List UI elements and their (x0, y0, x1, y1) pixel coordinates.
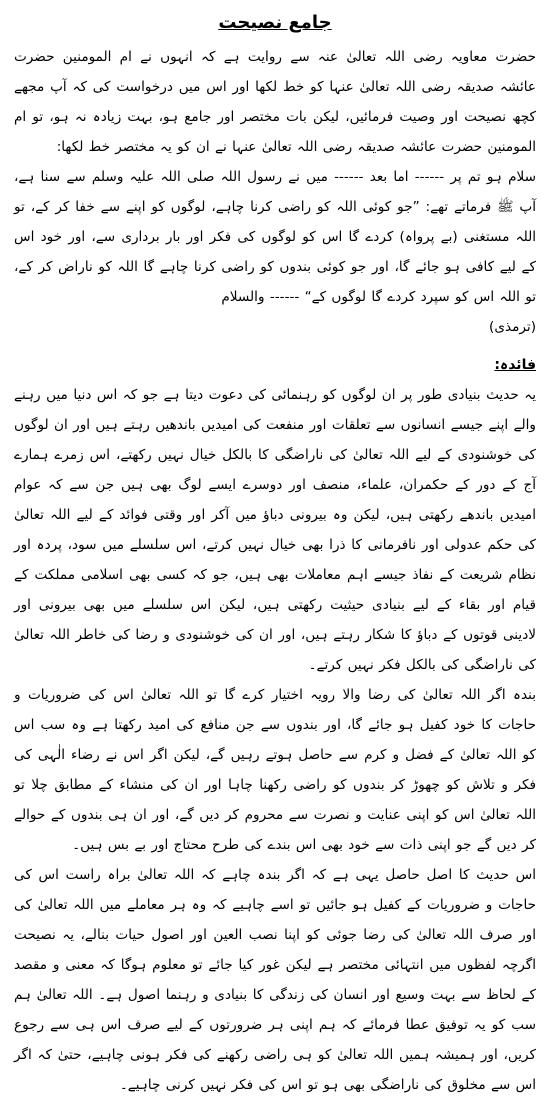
intro-paragraph: حضرت معاویہ رضی اللہ تعالیٰ عنہ سے روایت ہے کہ انہوں نے ام المومنین حضرت عائشہ صدیقہ رضی اللہ تعالیٰ عنہا کو خط لکھا اور اس میں درخواست کی کہ آپ مجھے کچھ نصیحت اور وصیت فرمائیں، لیکن بات مختصر اور جامع ہو، بہت زیادہ نہ ہو، تو ام المومنین حضرت عائشہ صدیقہ رضی اللہ تعالیٰ عنہا نے ان کو یہ مختصر خط لکھا: (14, 49, 536, 155)
benefit-paragraph-2: بندہ اگر اللہ تعالیٰ کی رضا والا رویہ اختیار کرے گا تو اللہ تعالیٰ اس کی ضروریات و حاجات کا خود کفیل ہو جائے گا، اور بندوں سے جن منافع کی امید رکھتا ہے وہ سب اس کو اللہ تعالیٰ کے فضل و کرم سے حاصل ہوتے رہیں گے، لیکن اگر اس نے رضاء الٰہی کی فکر و تلاش کو چھوڑ کر بندوں کو راضی رکھنا چاہا اور ان کی منشاء کے مطابق چلا تو اللہ تعالیٰ اس کو اپنی عنایت و نصرت سے محروم کر دیں گے، اور ان ہی بندوں کے حوالے کر دیں گے جو اپنی ذات سے خود بھی اس بندے کی طرح محتاج اور بے بس ہیں۔ (14, 687, 536, 853)
benefit-heading: فائدہ: (494, 357, 536, 373)
source-citation: (ترمذی) (489, 319, 536, 335)
document-title: جامع نصیحت (218, 12, 332, 33)
benefit-paragraph-1: یہ حدیث بنیادی طور پر ان لوگوں کو رہنمائی کی دعوت دیتا ہے جو کہ اس دنیا میں رہنے والے اپنے جیسے انسانوں سے تعلقات اور منفعت کی امیدیں باندھیں رہتے ہیں اور ان لوگوں کی خوشنودی کے لیے اللہ تعالیٰ کی ناراضگی کا بالکل خیال نہیں رکھتے، اس زمرے ہمارے آج کے دور کے حکمران، علماء، منصف اور دوسرے ایسے لوگ بھی ہیں جن سے کہ عوام امیدیں باندھے رکھتی ہیں، لیکن وہ بیرونی دباؤ میں آکر اور وقتی فوائد کے لیے اللہ تعالیٰ کی حکم عدولی اور نافرمانی کا ذرا بھی خیال نہیں کرتے، اس سلسلے میں سود، پردہ اور نظام شریعت کے نفاذ جیسے اہم معاملات بھی ہیں، جو کہ کسی بھی اسلامی مملکت کے قیام اور بقاء کے لیے بنیادی حیثیت رکھتی ہیں، لیکن اس سلسلے میں بھی بیرونی اور لادینی قوتوں کے دباؤ کا شکار رہتے ہیں، اور ان کی خوشنودی و رضا کی خاطر اللہ تعالیٰ کی ناراضگی کی بالکل فکر نہیں کرتے۔ (14, 387, 536, 673)
benefit-paragraph-3: اس حدیث کا اصل حاصل یہی ہے کہ اگر بندہ چاہے کہ اللہ تعالیٰ براہ راست اس کی حاجات و ضروریات کے کفیل ہو جائیں تو اسے چاہیے کہ وہ ہر معاملے میں اللہ تعالیٰ کی اور صرف اللہ تعالیٰ کی رضا جوئی کو اپنا نصب العین اور اصول حیات بنالے، یہ نصیحت اگرچہ لفظوں میں انتہائی مختصر ہے لیکن غور کیا جائے تو معلوم ہوگا کہ معنی و مقصد کے لحاظ سے بہت وسیع اور انسان کی زندگی کا بنیادی و رہنما اصول ہے۔ اللہ تعالیٰ ہم سب کو یہ توفیق عطا فرمائے کہ ہم اپنی ہر ضرورتوں کے لیے صرف اس ہی سے رجوع کریں، اور ہمیشہ ہمیں اللہ تعالیٰ کو ہی راضی رکھنے کی فکر ہونی چاہیے، حتیٰ کہ اگر اس سے مخلوق کی ناراضگی بھی ہو تو اس کی فکر نہیں کرنی چاہیے۔ (14, 867, 536, 1093)
letter-paragraph: سلام ہو تم پر ------ اما بعد ------ میں نے رسول اللہ صلی اللہ علیہ وسلم سے سنا ہے، آپ ﷺ فرماتے تھے: ”جو کوئی اللہ کو راضی کرنا چاہے، لوگوں کو اپنے سے خفا کر کے، تو اللہ مستغنی (بے پرواہ) کردے گا اس کو لوگوں کی فکر اور بار برداری سے، اور خود اس کے لیے کافی ہو جائے گا، اور جو کوئی بندوں کو راضی کرنا چاہے گا اللہ کو ناراض کر کے، تو اللہ اس کو سپرد کردے گا لوگوں کے“ ------ والسلام (14, 169, 536, 305)
